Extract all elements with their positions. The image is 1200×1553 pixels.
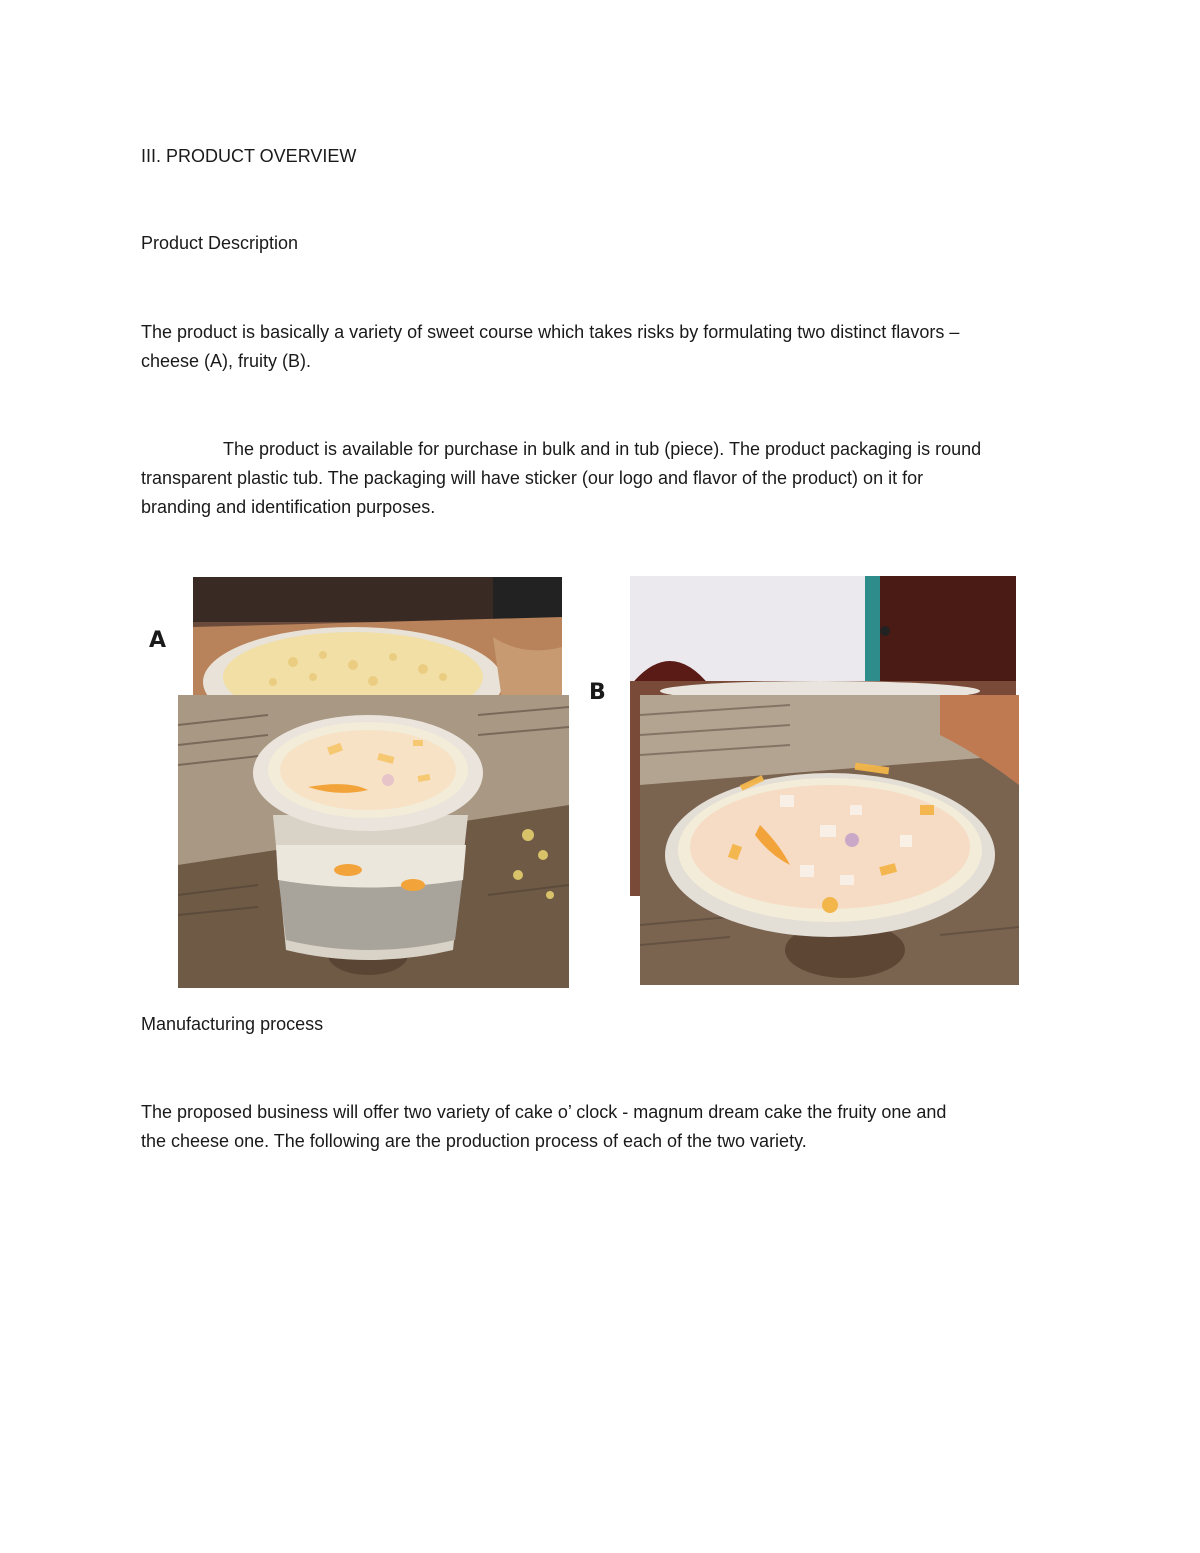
- manufacturing-paragraph: [141, 1098, 946, 1156]
- cheese-cake-photo-back: [193, 577, 562, 707]
- paragraph-line: The product is basically a variety of sweet course which takes risks by formulating two distinct flavors –: [141, 322, 960, 342]
- section-heading: III. PRODUCT OVERVIEW: [141, 146, 357, 166]
- paragraph-line: cheese (A), fruity (B).: [141, 351, 312, 371]
- fruity-cake-photo: [640, 695, 1019, 985]
- paragraph-line: the cheese one. The following are the production process of each of the two variety.: [141, 1131, 807, 1151]
- paragraph-line: transparent plastic tub. The packaging will have sticker (our logo and flavor of the product) on it for: [141, 468, 924, 488]
- paragraph-line: The proposed business will offer two variety of cake o’ clock - magnum dream cake the fruity one and: [141, 1102, 947, 1122]
- product-description-title: Product Description: [141, 233, 299, 253]
- paragraph-line: branding and identification purposes.: [141, 497, 436, 517]
- figure-label-a: A: [149, 628, 167, 653]
- cheese-cake-photo: [178, 695, 569, 988]
- paragraph-line: The product is available for purchase in bulk and in tub (piece). The product packaging is round: [223, 439, 982, 459]
- figure-label-b: B: [589, 680, 606, 705]
- product-description-paragraph: [141, 318, 959, 376]
- manufacturing-process-title: Manufacturing process: [141, 1014, 324, 1034]
- packaging-paragraph: [141, 435, 981, 522]
